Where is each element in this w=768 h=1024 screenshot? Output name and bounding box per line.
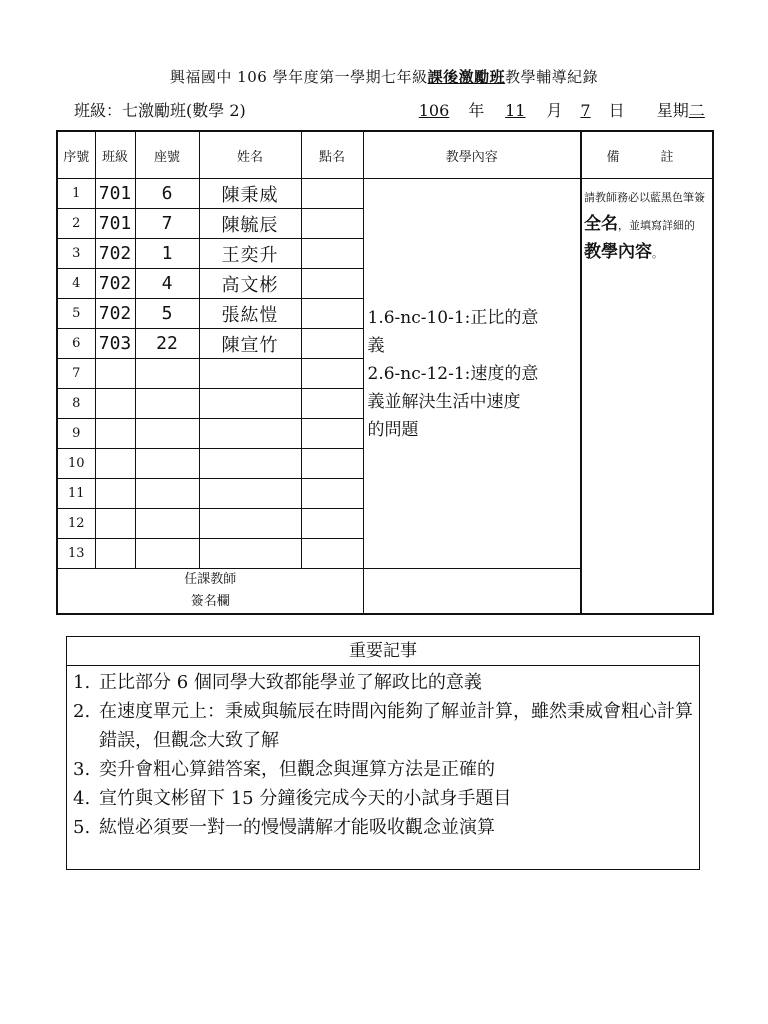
- date-day-unit: 日: [608, 101, 625, 120]
- row-index: 7: [57, 359, 95, 389]
- header-index: 序號: [57, 131, 95, 179]
- note-text: 紘愷必須要一對一的慢慢講解才能吸收觀念並演算: [99, 817, 495, 838]
- row-roll-cell[interactable]: [301, 269, 363, 299]
- row-seat: 6: [135, 179, 199, 209]
- date-month-unit: 月: [546, 101, 563, 120]
- attendance-table: [56, 130, 714, 615]
- row-index: 9: [57, 419, 95, 449]
- row-index: 2: [57, 209, 95, 239]
- row-roll-cell[interactable]: [301, 539, 363, 569]
- row-index: 4: [57, 269, 95, 299]
- note-text: 宣竹與文彬留下 15 分鐘後完成今天的小試身手題目: [99, 788, 512, 809]
- content-line: 1.6-nc-10-1:正比的意: [367, 307, 539, 328]
- row-roll-cell[interactable]: [301, 239, 363, 269]
- row-class: [95, 509, 135, 539]
- note-item: [73, 697, 693, 755]
- row-name: [199, 479, 301, 509]
- date-line: [414, 98, 705, 121]
- row-name: [199, 539, 301, 569]
- row-class: 702: [95, 299, 135, 329]
- row-name: [199, 449, 301, 479]
- row-class: 703: [95, 329, 135, 359]
- signature-label-line2: 簽名欄: [190, 594, 230, 609]
- row-roll-cell[interactable]: [301, 359, 363, 389]
- row-index: 8: [57, 389, 95, 419]
- row-index: 13: [57, 539, 95, 569]
- row-name: 張紘愷: [199, 299, 301, 329]
- row-seat: [135, 389, 199, 419]
- content-line: 義並解決生活中速度: [367, 391, 521, 412]
- note-teaching-content: 教學內容: [584, 242, 652, 262]
- row-seat: 1: [135, 239, 199, 269]
- header-name: 姓名: [199, 131, 301, 179]
- date-month: 11: [505, 101, 526, 120]
- header-note: 備 註: [581, 131, 713, 179]
- row-name: 陳毓辰: [199, 209, 301, 239]
- note-text-a: 請教師務必以藍黑色筆簽: [584, 191, 705, 204]
- class-label: 班級：七激勵班(數學 2): [74, 101, 246, 120]
- row-class: 702: [95, 269, 135, 299]
- title-year: 106: [237, 68, 268, 86]
- header-seat: 座號: [135, 131, 199, 179]
- row-class: [95, 359, 135, 389]
- row-roll-cell[interactable]: [301, 479, 363, 509]
- content-line: 的問題: [367, 419, 419, 440]
- note-number: 5.: [73, 817, 91, 838]
- row-seat: [135, 539, 199, 569]
- date-day: 7: [580, 101, 591, 120]
- note-text-c: ，並填寫詳細的: [618, 219, 695, 232]
- row-name: [199, 359, 301, 389]
- row-class: [95, 479, 135, 509]
- note-number: 3.: [73, 759, 91, 780]
- content-line: 義: [367, 335, 385, 356]
- title-school: 興福國中: [169, 68, 232, 86]
- row-seat: [135, 479, 199, 509]
- row-index: 12: [57, 509, 95, 539]
- row-name: [199, 419, 301, 449]
- row-index: 1: [57, 179, 95, 209]
- row-roll-cell[interactable]: [301, 209, 363, 239]
- note-number: 1.: [73, 672, 91, 693]
- table-row: [57, 179, 713, 209]
- row-index: 3: [57, 239, 95, 269]
- row-class: 701: [95, 179, 135, 209]
- row-index: 5: [57, 299, 95, 329]
- note-text: 在速度單元上：秉威與毓辰在時間內能夠了解並計算，雖然秉威會粗心計算錯誤，但觀念大致了解: [99, 701, 693, 751]
- row-class: [95, 539, 135, 569]
- row-seat: [135, 419, 199, 449]
- row-name: 陳秉威: [199, 179, 301, 209]
- row-name: [199, 509, 301, 539]
- date-year-unit: 年: [468, 101, 485, 120]
- row-roll-cell[interactable]: [301, 179, 363, 209]
- row-name: [199, 389, 301, 419]
- row-roll-cell[interactable]: [301, 509, 363, 539]
- row-class: 702: [95, 239, 135, 269]
- row-roll-cell[interactable]: [301, 329, 363, 359]
- row-seat: 4: [135, 269, 199, 299]
- row-seat: 5: [135, 299, 199, 329]
- row-class: [95, 449, 135, 479]
- row-roll-cell[interactable]: [301, 419, 363, 449]
- date-year: 106: [418, 101, 450, 120]
- title-program: 課後激勵班: [427, 68, 506, 86]
- row-seat: [135, 359, 199, 389]
- row-name: 王奕升: [199, 239, 301, 269]
- note-item: [73, 668, 693, 697]
- remarks-note: [581, 179, 713, 615]
- weekday-value: 二: [688, 101, 705, 120]
- important-notes: [66, 636, 700, 870]
- note-text: 正比部分 6 個同學大致都能學並了解政比的意義: [99, 672, 482, 693]
- teacher-signature-label: [57, 569, 363, 615]
- teacher-signature-field[interactable]: [363, 569, 581, 615]
- signature-label-line1: 任課教師: [184, 572, 237, 587]
- row-roll-cell[interactable]: [301, 449, 363, 479]
- row-index: 11: [57, 479, 95, 509]
- row-index: 6: [57, 329, 95, 359]
- row-index: 10: [57, 449, 95, 479]
- title-record: 教學輔導紀錄: [505, 68, 599, 86]
- note-text: 奕升會粗心算錯答案，但觀念與運算方法是正確的: [99, 759, 495, 780]
- row-seat: [135, 449, 199, 479]
- header-content: 教學內容: [363, 131, 581, 179]
- row-seat: 22: [135, 329, 199, 359]
- teaching-content: [363, 179, 581, 569]
- row-seat: 7: [135, 209, 199, 239]
- row-name: 陳宣竹: [199, 329, 301, 359]
- note-fullname: 全名: [584, 214, 618, 234]
- row-roll-cell[interactable]: [301, 299, 363, 329]
- row-class: [95, 389, 135, 419]
- note-text-e: 。: [652, 247, 663, 260]
- row-roll-cell[interactable]: [301, 389, 363, 419]
- header-class: 班級: [95, 131, 135, 179]
- row-class: [95, 419, 135, 449]
- document-title: [0, 66, 768, 87]
- row-name: 高文彬: [199, 269, 301, 299]
- notes-list: [67, 666, 699, 842]
- row-class: 701: [95, 209, 135, 239]
- row-seat: [135, 509, 199, 539]
- note-item: [73, 784, 693, 813]
- note-number: 4.: [73, 788, 91, 809]
- notes-title: 重要記事: [67, 637, 699, 666]
- note-item: [73, 813, 693, 842]
- header-roll: 點名: [301, 131, 363, 179]
- note-item: [73, 755, 693, 784]
- weekday-label: 星期: [656, 101, 689, 120]
- content-line: 2.6-nc-12-1:速度的意: [367, 363, 539, 384]
- note-number: 2.: [73, 701, 91, 722]
- title-term: 學年度第一學期七年級: [272, 68, 428, 86]
